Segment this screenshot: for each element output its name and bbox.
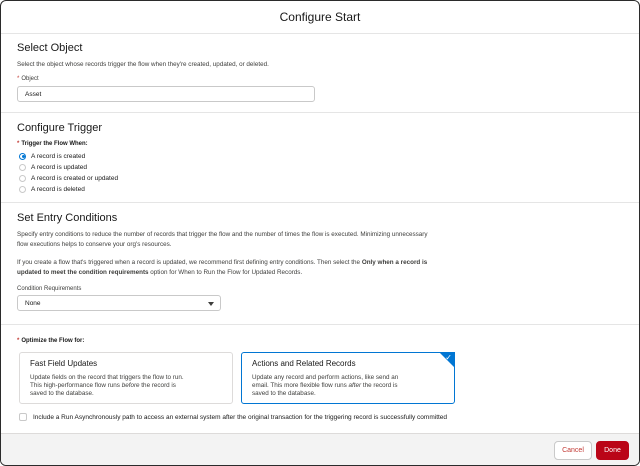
radio-label: A record is created or updated [31,174,119,182]
configure-trigger-heading: Configure Trigger [17,122,102,134]
optimize-label: * Optimize the Flow for: [17,338,85,344]
condition-requirements-select[interactable] [17,295,221,311]
card-title: Fast Field Updates [30,359,98,368]
card-description: Update fields on the record that triggers the flow to run. This high-performance flow runs before the record is saved to the database. [30,374,184,397]
card-title: Actions and Related Records [252,359,356,368]
required-asterisk: * [17,338,20,344]
entry-conditions-note: If you create a flow that's triggered when a record is updated, we recommend first defining entry conditions. Then select the Only when a record is updated to meet the condition requirements option for When to Run the Flow for Updated Records. [17,259,428,276]
modal-footer [1,433,639,465]
checkmark-icon: ✓ [445,353,452,362]
condition-requirements-label: Condition Requirements [17,286,82,292]
object-input[interactable] [17,86,315,102]
radio-button-checked[interactable] [19,153,26,160]
object-field-label: * Object [17,76,39,82]
radio-button[interactable] [19,175,26,182]
divider [1,324,639,325]
radio-label: A record is deleted [31,185,85,193]
condition-select-value: None [25,299,41,307]
entry-conditions-description: Specify entry conditions to reduce the number of records that trigger the flow and the number of times the flow is executed. Minimizing unnecessary flow executions helps to conserve your org's resources. [17,231,428,248]
select-object-heading: Select Object [17,42,83,54]
chevron-down-icon [208,302,214,306]
divider [1,202,639,203]
fast-field-updates-card[interactable] [19,352,233,404]
modal-header [1,1,639,34]
modal-body [1,34,639,433]
card-description: Update any record and perform actions, like send an email. This more flexible flow runs after the record is saved to the database. [252,374,399,397]
run-async-label: Include a Run Asynchronously path to access an external system after the original transaction for the triggering record is successfully committed [33,413,448,421]
radio-record-deleted[interactable] [19,184,85,194]
actions-related-records-card[interactable] [241,352,455,404]
radio-record-created[interactable] [19,151,85,161]
run-async-checkbox-row[interactable] [19,413,447,421]
radio-record-updated[interactable] [19,162,87,172]
done-button[interactable]: Done [596,441,629,460]
radio-button[interactable] [19,164,26,171]
required-asterisk: * [17,76,20,82]
radio-record-created-or-updated[interactable] [19,173,118,183]
object-input-value: Asset [25,90,42,98]
entry-conditions-heading: Set Entry Conditions [17,212,118,224]
required-asterisk: * [17,141,20,147]
trigger-when-label: * Trigger the Flow When: [17,141,88,147]
radio-button[interactable] [19,186,26,193]
divider [1,112,639,113]
select-object-description: Select the object whose records trigger the flow when they're created, updated, or deleted. [17,61,269,68]
radio-label: A record is updated [31,163,88,171]
run-async-checkbox[interactable] [19,413,27,421]
cancel-button[interactable]: Cancel [554,441,592,460]
radio-label: A record is created [31,152,86,160]
modal-title: Configure Start [279,10,361,24]
